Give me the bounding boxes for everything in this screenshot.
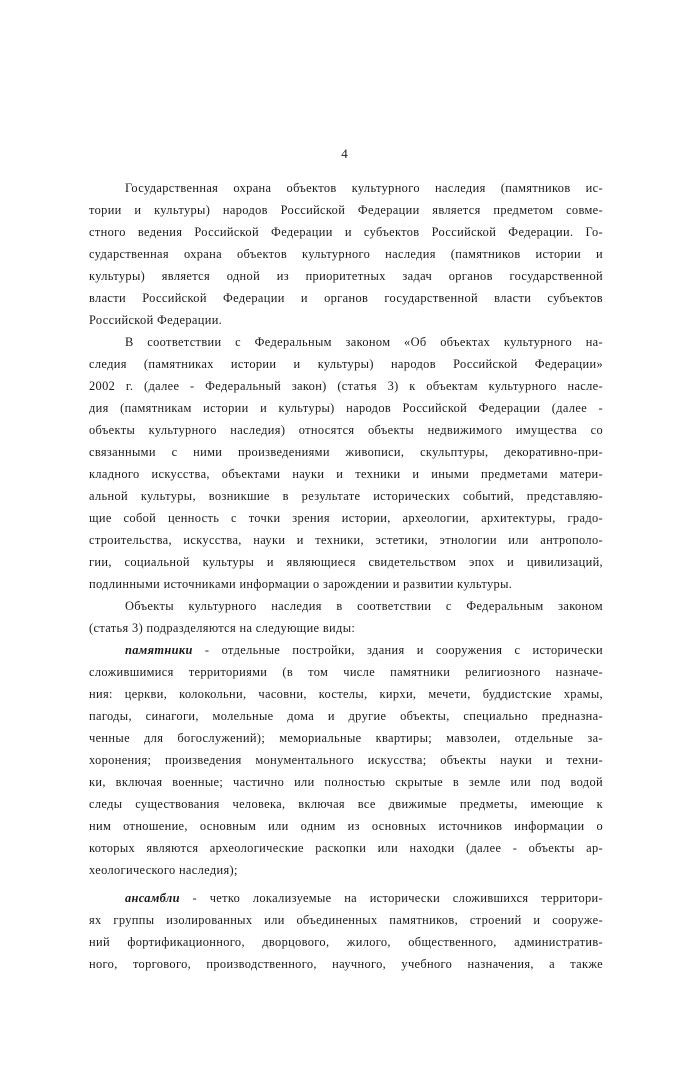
term-ansambli: ансамбли bbox=[125, 891, 180, 905]
paragraph-line: которых являются археологические раскопки или находки (далее - объекты ар- bbox=[89, 841, 603, 855]
paragraph-line: ченные для богослужений); мемориальные квартиры; мавзолеи, отдельные за- bbox=[89, 731, 603, 745]
paragraph-line bbox=[125, 890, 603, 906]
paragraph-line: В соответствии с Федеральным законом «Об объектах культурного на- bbox=[125, 335, 603, 349]
term-pamyatniki: памятники bbox=[125, 643, 193, 657]
paragraph-line: хоронения; произведения монументального искусства; объекты науки и техни- bbox=[89, 753, 603, 767]
paragraph-line: ного, торгового, производственного, научного, учебного назначения, а также bbox=[89, 957, 603, 971]
paragraph-line-text: - отдельные постройки, здания и сооружения с исторически bbox=[192, 643, 603, 657]
paragraph-line: 2002 г. (далее - Федеральный закон) (статья 3) к объектам культурного насле- bbox=[89, 379, 603, 393]
paragraph-line: ним отношение, основным или одним из основных источников информации о bbox=[89, 819, 603, 833]
paragraph-line-text: - четко локализуемые на исторически сложившихся территори- bbox=[179, 891, 603, 905]
paragraph-line: гии, социальной культуры и являющиеся свидетельством эпох и цивилизаций, bbox=[89, 555, 603, 569]
paragraph-line: Объекты культурного наследия в соответствии с Федеральным законом bbox=[125, 599, 603, 613]
paragraph-line: щие собой ценность с точки зрения истории, археологии, архитектуры, градо- bbox=[89, 511, 603, 525]
paragraph-line: Государственная охрана объектов культурного наследия (памятников ис- bbox=[125, 181, 603, 195]
paragraph-line: власти Российской Федерации и органов государственной власти субъектов bbox=[89, 291, 603, 305]
paragraph-line: альной культуры, возникшие в результате исторических событий, представляю- bbox=[89, 489, 603, 503]
paragraph-line: хеологического наследия); bbox=[89, 863, 238, 877]
paragraph-line: ний фортификационного, дворцового, жилого, общественного, административ- bbox=[89, 935, 603, 949]
paragraph-line: Российской Федерации. bbox=[89, 313, 223, 327]
paragraph-line: стного ведения Российской Федерации и субъектов Российской Федерации. Го- bbox=[89, 225, 603, 239]
paragraph-line: дия (памятникам истории и культуры) народов Российской Федерации (далее - bbox=[89, 401, 603, 415]
paragraph-line: строительства, искусства, науки и техники, эстетики, этнологии или антрополо- bbox=[89, 533, 603, 547]
paragraph-line: следы существования человека, включая все движимые предметы, имеющие к bbox=[89, 797, 603, 811]
paragraph-line: ях группы изолированных или объединенных памятников, строений и сооруже- bbox=[89, 913, 603, 927]
page-number: 4 bbox=[341, 146, 348, 161]
paragraph-line: культуры) является одной из приоритетных задач органов государственной bbox=[89, 269, 603, 283]
paragraph-line: пагоды, синагоги, молельные дома и другие объекты, специально предназна- bbox=[89, 709, 603, 723]
paragraph-line: сложившимися территориями (в том числе памятники религиозного назначе- bbox=[89, 665, 603, 679]
paragraph-line: (статья 3) подразделяются на следующие виды: bbox=[89, 621, 356, 635]
paragraph-line: ния: церкви, колокольни, часовни, костелы, кирхи, мечети, буддистские храмы, bbox=[89, 687, 603, 701]
paragraph-line bbox=[125, 642, 603, 658]
paragraph-line: следия (памятниках истории и культуры) народов Российской Федерации» bbox=[89, 357, 603, 371]
paragraph-line: подлинными источниками информации о зарождении и развитии культуры. bbox=[89, 577, 513, 591]
paragraph-line: сударственная охрана объектов культурного наследия (памятников истории и bbox=[89, 247, 603, 261]
paragraph-line: кладного искусства, объектами науки и техники и иными предметами матери- bbox=[89, 467, 603, 481]
paragraph-line: тории и культуры) народов Российской Федерации является предметом совме- bbox=[89, 203, 603, 217]
paragraph-line: ки, включая военные; частично или полностью скрытые в земле или под водой bbox=[89, 775, 603, 789]
paragraph-line: объекты культурного наследия) относятся объекты недвижимого имущества со bbox=[89, 423, 603, 437]
paragraph-line: связанными с ними произведениями живописи, скульптуры, декоративно-при- bbox=[89, 445, 603, 459]
